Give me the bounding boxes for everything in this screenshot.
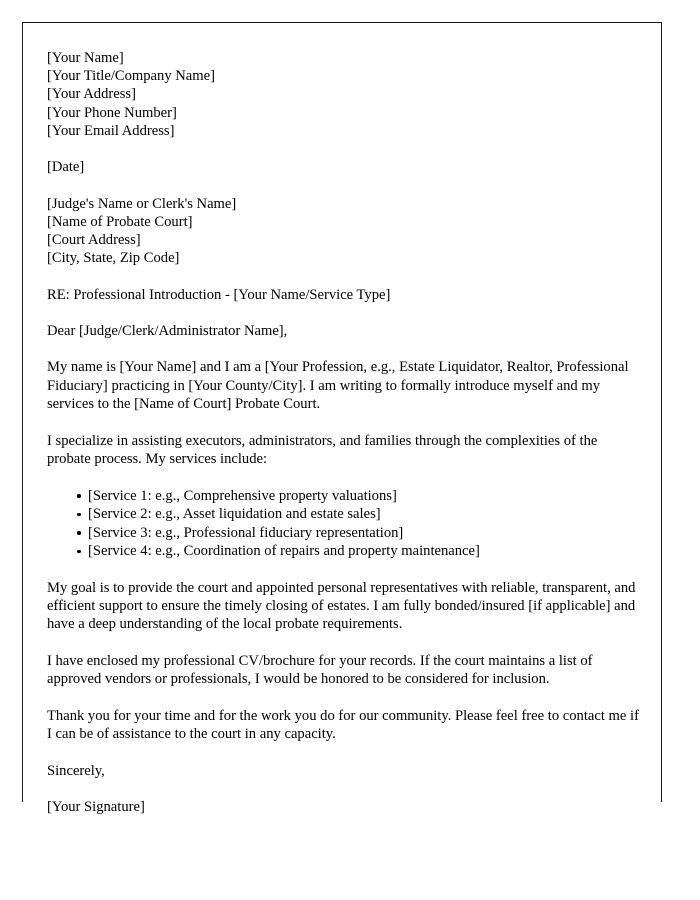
spacer xyxy=(47,140,639,158)
sender-address: [Your Address] xyxy=(47,86,136,103)
bullet-icon xyxy=(77,494,81,498)
letter-content xyxy=(47,49,639,817)
spacer xyxy=(47,267,639,285)
paragraph-enclosure: I have enclosed my professional CV/brochure for your records. If the court maintains a list of approved vendors or professionals, I would be honored to be considered for inclusion. xyxy=(47,653,593,688)
paragraph-introduction: My name is [Your Name] and I am a [Your Profession, e.g., Estate Liquidator, Realtor, Professional Fiduciary] practicing in [Your County/City]. I am writing to formally introduce myself and my services to the [Name of Court] Probate Court. xyxy=(47,359,629,413)
sender-address-block xyxy=(47,49,639,140)
bullet-icon xyxy=(77,531,81,535)
spacer xyxy=(47,634,639,652)
spacer xyxy=(47,560,639,578)
sender-email: [Your Email Address] xyxy=(47,122,175,139)
paragraph-thanks: Thank you for your time and for the work you do for our community. Please feel free to contact me if I can be of assistance to the court in any capacity. xyxy=(47,708,639,743)
spacer xyxy=(47,469,639,487)
spacer xyxy=(47,340,639,358)
sender-title-company: [Your Title/Company Name] xyxy=(47,68,215,85)
recipient-court: [Name of Probate Court] xyxy=(47,213,193,230)
recipient-address-block xyxy=(47,195,639,268)
date-line: [Date] xyxy=(47,159,85,176)
list-item xyxy=(47,524,639,542)
sender-phone: [Your Phone Number] xyxy=(47,104,177,121)
spacer xyxy=(47,744,639,762)
service-text: [Service 2: e.g., Asset liquidation and estate sales] xyxy=(88,506,381,523)
spacer xyxy=(47,689,639,707)
recipient-city-state-zip: [City, State, Zip Code] xyxy=(47,250,180,267)
spacer xyxy=(47,176,639,194)
services-list xyxy=(47,487,639,561)
paragraph-specialization: I specialize in assisting executors, administrators, and families through the complexities of the probate process. My services include: xyxy=(47,432,598,468)
paragraph-goal: My goal is to provide the court and appointed personal representatives with reliable, transparent, and efficient support to ensure the timely closing of estates. I am fully bonded/insured [if applicable] and have a deep understanding of the local probate requirements. xyxy=(47,579,636,633)
list-item xyxy=(47,487,639,505)
sender-name: [Your Name] xyxy=(47,50,124,66)
service-text: [Service 1: e.g., Comprehensive property valuations] xyxy=(88,487,397,504)
spacer xyxy=(47,414,639,432)
service-text: [Service 4: e.g., Coordination of repairs and property maintenance] xyxy=(88,543,480,559)
bullet-icon xyxy=(77,550,81,554)
recipient-name: [Judge's Name or Clerk's Name] xyxy=(47,195,237,212)
closing-salutation: Sincerely, xyxy=(47,763,105,779)
service-text: [Service 3: e.g., Professional fiduciary representation] xyxy=(88,524,404,541)
spacer xyxy=(47,304,639,322)
spacer xyxy=(47,780,639,798)
recipient-address: [Court Address] xyxy=(47,232,141,248)
bullet-icon xyxy=(77,513,81,517)
signature-line: [Your Signature] xyxy=(47,799,145,816)
subject-line: RE: Professional Introduction - [Your Name/Service Type] xyxy=(47,286,391,303)
list-item xyxy=(47,505,639,523)
salutation: Dear [Judge/Clerk/Administrator Name], xyxy=(47,322,288,339)
list-item xyxy=(47,542,639,560)
letter-page xyxy=(22,22,662,816)
